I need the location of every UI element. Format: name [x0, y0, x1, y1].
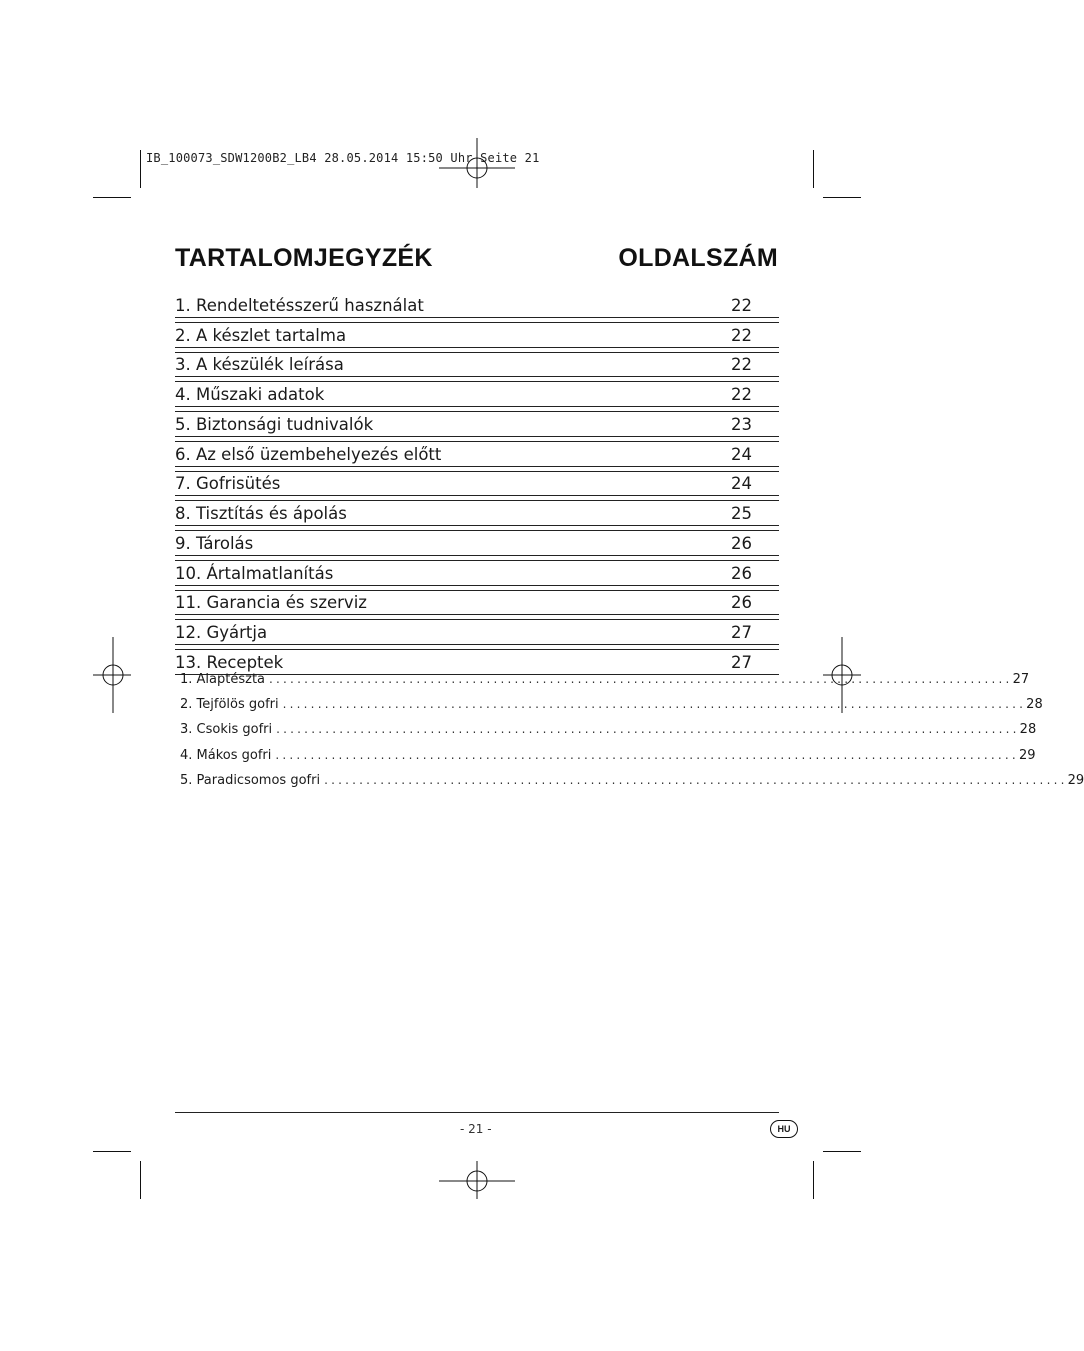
recipe-entry [180, 672, 1030, 697]
toc-entry-page: 22 [731, 295, 752, 315]
toc-entry [175, 346, 779, 376]
toc-entry [175, 375, 779, 405]
toc-entry-page: 22 [731, 325, 752, 345]
toc-entry-page: 22 [731, 355, 752, 375]
toc-entry-title: 7. Gofrisütés [175, 474, 281, 494]
toc-entry-title: 6. Az első üzembehelyezés előtt [175, 444, 442, 464]
recipe-title: 3. Csokis gofri [180, 722, 273, 738]
recipe-page: 29 [1067, 772, 1084, 788]
page-number: - 21 - [460, 1122, 492, 1136]
toc-entry-title: 1. Rendeltetésszerű használat [175, 295, 424, 315]
recipe-title: 1. Alaptészta [180, 672, 266, 687]
recipe-page: 27 [1012, 672, 1030, 687]
recipe-title: 4. Mákos gofri [180, 747, 272, 763]
recipe-title: 5. Paradicsomos gofri [180, 772, 321, 788]
toc-entry-page: 26 [731, 593, 752, 613]
toc-entry [175, 554, 779, 584]
recipe-page: 28 [1026, 697, 1043, 713]
toc-entry [175, 584, 779, 614]
toc-entry-title: 12. Gyártja [175, 623, 268, 642]
toc-entry-title: 2. A készlet tartalma [175, 325, 347, 345]
table-of-contents [175, 286, 779, 673]
recipe-page: 29 [1018, 747, 1036, 763]
toc-entry [175, 643, 779, 673]
toc-entry [175, 435, 779, 465]
toc-entry-page: 24 [731, 444, 752, 464]
toc-entry-page: 26 [731, 563, 752, 583]
page-number-heading: OLDALSZÁM [618, 244, 778, 272]
toc-entry [175, 316, 779, 346]
leader-dots: .......................................................................................................... [276, 722, 1020, 737]
recipe-list [180, 672, 1084, 798]
leader-dots: .......................................................................................................... [275, 747, 1019, 762]
toc-entry [175, 286, 779, 316]
footer-divider [175, 1112, 779, 1113]
language-badge: HU [770, 1120, 798, 1138]
toc-entry-title: 8. Tisztítás és ápolás [175, 504, 347, 523]
recipe-entry [180, 772, 1084, 798]
toc-entry-page: 27 [731, 652, 752, 672]
print-slug: IB_100073_SDW1200B2_LB4 28.05.2014 15:50 Uhr Seite 21 [146, 151, 540, 165]
toc-entry-page: 25 [731, 504, 752, 523]
toc-entry-page: 27 [731, 623, 752, 642]
toc-entry [175, 613, 779, 643]
leader-dots: .......................................................................................................... [282, 697, 1027, 712]
recipe-entry [180, 722, 1037, 747]
recipe-title: 2. Tejfölös gofri [180, 697, 279, 713]
toc-entry-title: 11. Garancia és szerviz [175, 593, 367, 613]
toc-entry-title: 10. Ártalmatlanítás [175, 563, 334, 583]
toc-entry-title: 4. Műszaki adatok [175, 385, 325, 404]
toc-entry-page: 26 [731, 533, 752, 553]
toc-entry [175, 465, 779, 495]
toc-entry [175, 494, 779, 524]
toc-entry [175, 405, 779, 435]
leader-dots: .......................................................................................................... [324, 772, 1068, 787]
toc-entry-title: 3. A készülék leírása [175, 355, 344, 375]
toc-entry [175, 524, 779, 554]
toc-heading: TARTALOMJEGYZÉK [175, 244, 433, 272]
toc-entry-title: 13. Receptek [175, 652, 284, 672]
toc-entry-title: 9. Tárolás [175, 533, 254, 553]
toc-entry-page: 22 [731, 385, 752, 404]
recipe-entry [180, 697, 1043, 722]
recipe-page: 28 [1019, 722, 1037, 738]
toc-entry-title: 5. Biztonsági tudnivalók [175, 414, 374, 434]
toc-entry-page: 24 [731, 474, 752, 494]
recipe-entry [180, 747, 1036, 773]
leader-dots: .......................................................................................................... [269, 672, 1013, 686]
toc-entry-page: 23 [731, 414, 752, 434]
